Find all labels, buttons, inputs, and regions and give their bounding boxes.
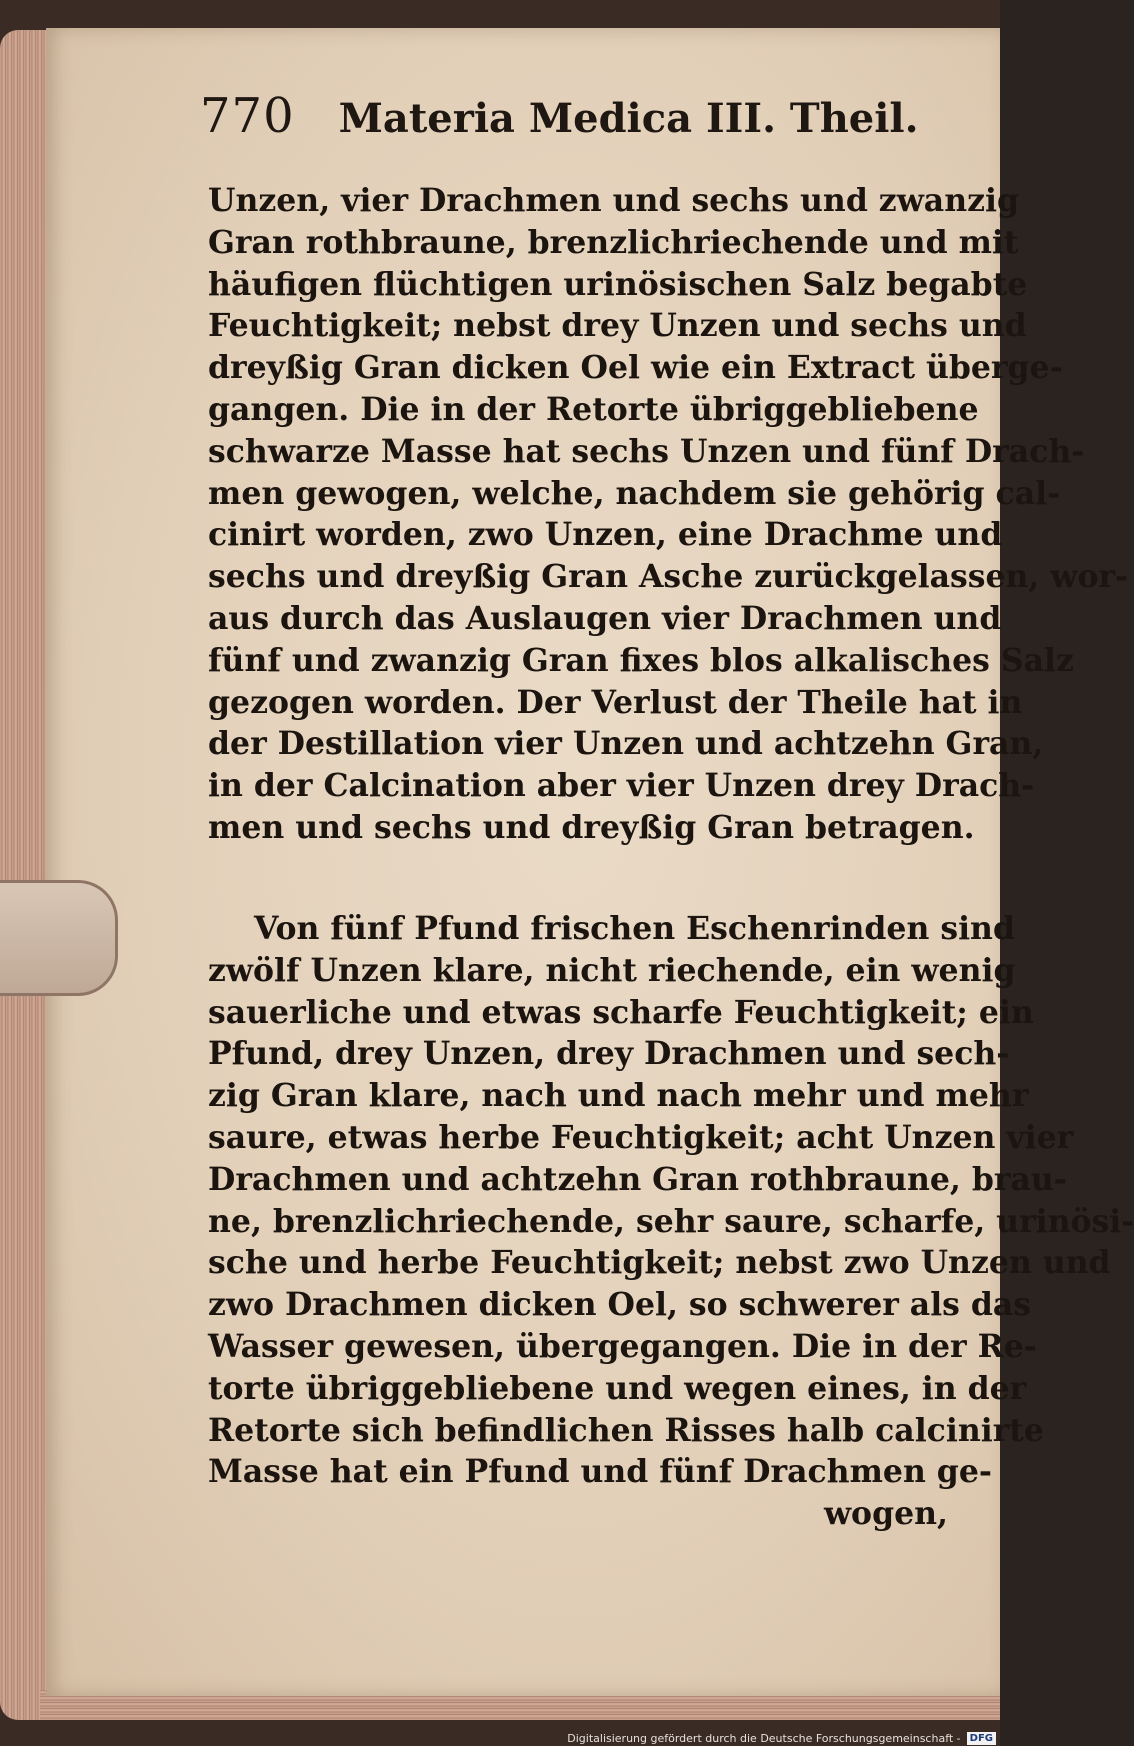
paragraph-2 bbox=[208, 908, 1134, 1535]
dfg-logo: DFG bbox=[967, 1732, 996, 1745]
text-line: zwo Drachmen dicken Oel, so schwerer als das bbox=[208, 1286, 1032, 1324]
text-line: Feuchtigkeit; nebst drey Unzen und sechs und bbox=[208, 307, 1027, 345]
text-line: sche und herbe Feuchtigkeit; nebst zwo Unzen und bbox=[208, 1244, 1111, 1282]
text-line: torte übriggebliebene und wegen eines, in der bbox=[208, 1369, 1027, 1407]
text-line: Retorte sich befindlichen Risses halb calcinirte bbox=[208, 1411, 1044, 1449]
text-line: Pfund, drey Unzen, drey Drachmen und sech- bbox=[208, 1035, 1010, 1073]
credit-text: Digitalisierung gefördert durch die Deutsche Forschungsgemeinschaft - bbox=[567, 1731, 961, 1745]
running-head: Materia Medica III. Theil. bbox=[338, 95, 919, 142]
text-line: dreyßig Gran dicken Oel wie ein Extract überge- bbox=[208, 349, 1063, 387]
page-header bbox=[200, 88, 960, 158]
digitization-credit bbox=[567, 1730, 996, 1746]
text-line: schwarze Masse hat sechs Unzen und fünf Drach- bbox=[208, 432, 1085, 470]
text-line: men und sechs und dreyßig Gran betragen. bbox=[208, 808, 975, 846]
text-line: cinirt worden, zwo Unzen, eine Drachme und bbox=[208, 516, 1003, 554]
text-line: gangen. Die in der Retorte übriggebliebene bbox=[208, 390, 979, 428]
text-line: Drachmen und achtzehn Gran rothbraune, brau- bbox=[208, 1160, 1067, 1198]
text-line: Masse hat ein Pfund und fünf Drachmen ge- bbox=[208, 1453, 992, 1491]
text-line: sechs und dreyßig Gran Asche zurückgelassen, wor- bbox=[208, 558, 1129, 596]
text-line: ne, brenzlichriechende, sehr saure, scharfe, urinösi- bbox=[208, 1202, 1134, 1240]
text-line: zwölf Unzen klare, nicht riechende, ein wenig bbox=[208, 951, 1016, 989]
paragraph-1 bbox=[208, 180, 1129, 849]
text-line: zig Gran klare, nach und nach mehr und mehr bbox=[208, 1077, 1029, 1115]
text-line: gezogen worden. Der Verlust der Theile hat in bbox=[208, 683, 1023, 721]
text-line: saure, etwas herbe Feuchtigkeit; acht Unzen vier bbox=[208, 1118, 1074, 1156]
text-line: aus durch das Auslaugen vier Drachmen und bbox=[208, 599, 1002, 637]
text-line: in der Calcination aber vier Unzen drey Drach- bbox=[208, 767, 1035, 805]
catchword: wogen, bbox=[823, 1495, 948, 1533]
text-line: der Destillation vier Unzen und achtzehn Gran, bbox=[208, 725, 1044, 763]
text-line: sauerliche und etwas scharfe Feuchtigkeit; ein bbox=[208, 993, 1034, 1031]
text-line: Von fünf Pfund frischen Eschenrinden sind bbox=[254, 910, 1015, 947]
bookmark-tab bbox=[0, 880, 118, 996]
page-number: 770 bbox=[200, 88, 295, 144]
text-line: Unzen, vier Drachmen und sechs und zwanzig bbox=[208, 182, 1020, 219]
text-line: Gran rothbraune, brenzlichriechende und mit bbox=[208, 223, 1019, 261]
text-line: Wasser gewesen, übergegangen. Die in der Re- bbox=[208, 1327, 1037, 1365]
text-line: men gewogen, welche, nachdem sie gehörig cal- bbox=[208, 474, 1061, 512]
text-line: häufigen flüchtigen urinösischen Salz begabte bbox=[208, 265, 1028, 303]
text-line: fünf und zwanzig Gran fixes blos alkalisches Salz bbox=[208, 641, 1074, 679]
